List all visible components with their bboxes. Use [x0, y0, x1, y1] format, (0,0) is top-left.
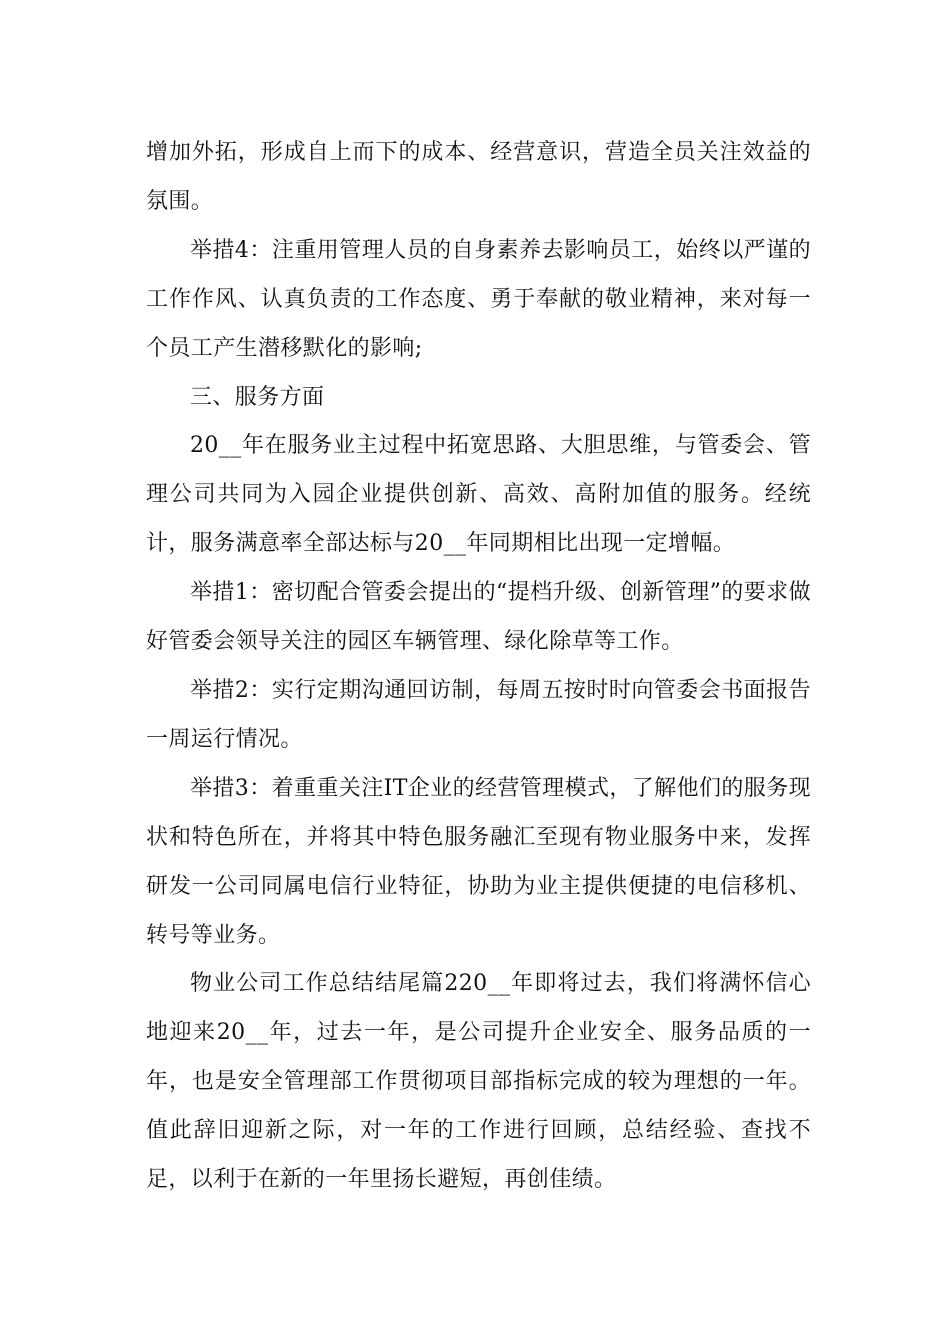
- paragraph-service-measure-1: 举措1：密切配合管委会提出的“提档升级、创新管理”的要求做好管委会领导关注的园区车辆管理、绿化除草等工作。: [146, 580, 811, 655]
- paragraph-continuation: 增加外拓，形成自上而下的成本、经营意识，营造全员关注效益的氛围。: [146, 140, 811, 214]
- section-heading-service: 三、服务方面: [190, 384, 325, 410]
- paragraph-measure-4: 举措4：注重用管理人员的自身素养去影响员工，始终以严谨的工作作风、认真负责的工作态度、勇于奉献的敬业精神，来对每一个员工产生潜移默化的影响;: [146, 237, 811, 361]
- paragraph-service-measure-3: 举措3：着重重关注IT企业的经营管理模式，了解他们的服务现状和特色所在，并将其中特色服务融汇至现有物业服务中来，发挥研发一公司同属电信行业特征，协助为业主提供便捷的电信移机、转号等业务。: [146, 775, 811, 948]
- paragraph-service-summary: 20__年在服务业主过程中拓宽思路、大胆思维，与管委会、管理公司共同为入园企业提供创新、高效、高附加值的服务。经统计，服务满意率全部达标与20__年同期相比出现一定增幅。: [146, 433, 811, 557]
- document-body: [146, 129, 811, 1205]
- paragraph-service-measure-2: 举措2：实行定期沟通回访制，每周五按时时向管委会书面报告一周运行情况。: [146, 677, 811, 752]
- paragraph-conclusion: 物业公司工作总结结尾篇220__年即将过去，我们将满怀信心地迎来20__年，过去一年，是公司提升企业安全、服务品质的一年，也是安全管理部工作贯彻项目部指标完成的较为理想的一年。值此辞旧迎新之际，对一年的工作进行回顾，总结经验、查找不足，以利于在新的一年里扬长避短，再创佳绩。: [146, 971, 811, 1193]
